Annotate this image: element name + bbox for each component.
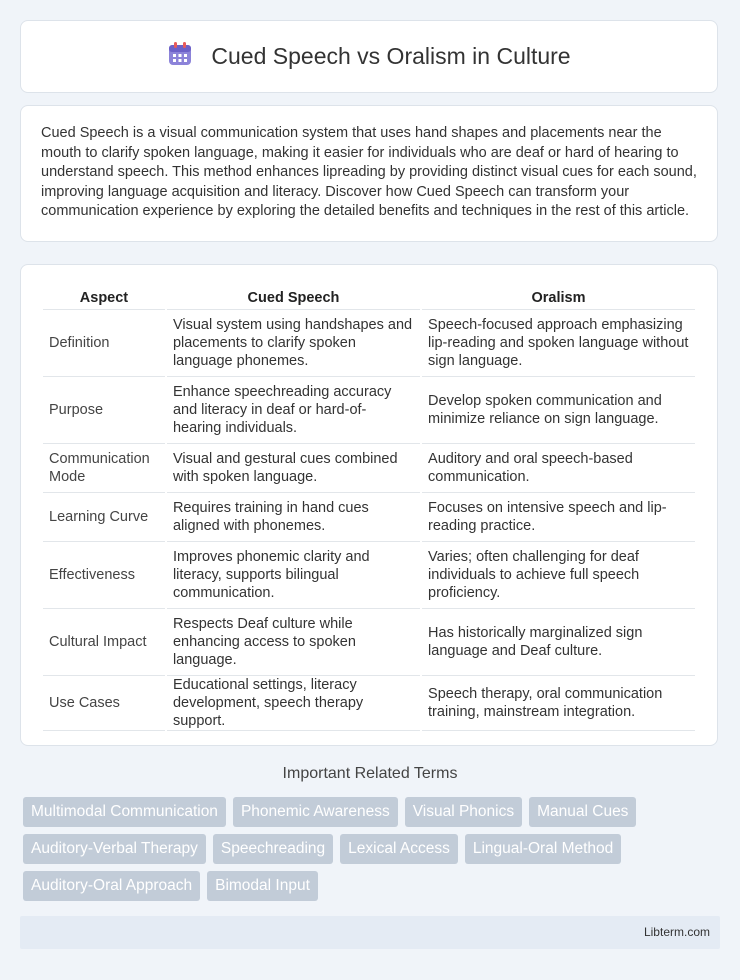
row-cued-speech: Visual system using handshapes and placements to clarify spoken language phonemes. xyxy=(167,310,420,377)
comparison-card xyxy=(20,264,718,746)
row-cued-speech: Educational settings, literacy development, speech therapy support. xyxy=(167,676,420,731)
row-oralism: Speech-focused approach emphasizing lip-reading and spoken language without sign language. xyxy=(422,310,695,377)
row-cued-speech: Visual and gestural cues combined with spoken language. xyxy=(167,444,420,493)
related-term-tag[interactable]: Visual Phonics xyxy=(405,797,522,827)
header-cued-speech: Cued Speech xyxy=(167,285,420,310)
row-oralism: Auditory and oral speech-based communication. xyxy=(422,444,695,493)
related-term-tag[interactable]: Multimodal Communication xyxy=(23,797,226,827)
related-term-tag[interactable]: Lexical Access xyxy=(340,834,458,864)
footer xyxy=(20,916,720,949)
row-aspect: Use Cases xyxy=(43,676,165,731)
header-oralism: Oralism xyxy=(422,285,695,310)
related-term-tag[interactable]: Speechreading xyxy=(213,834,333,864)
row-aspect: Cultural Impact xyxy=(43,609,165,676)
table-row xyxy=(43,493,695,542)
row-cued-speech: Requires training in hand cues aligned with phonemes. xyxy=(167,493,420,542)
calendar-icon xyxy=(167,41,193,72)
table-row xyxy=(43,609,695,676)
related-terms-list xyxy=(23,797,723,901)
header-aspect: Aspect xyxy=(43,285,165,310)
page-title: Cued Speech vs Oralism in Culture xyxy=(211,43,571,69)
related-term-tag[interactable]: Auditory-Oral Approach xyxy=(23,871,200,901)
row-oralism: Develop spoken communication and minimize reliance on sign language. xyxy=(422,377,695,444)
intro-card xyxy=(20,105,718,242)
row-aspect: Effectiveness xyxy=(43,542,165,609)
row-aspect: Purpose xyxy=(43,377,165,444)
row-aspect: Learning Curve xyxy=(43,493,165,542)
header-card xyxy=(20,20,718,93)
row-aspect: Definition xyxy=(43,310,165,377)
table-row xyxy=(43,676,695,731)
table-row xyxy=(43,542,695,609)
related-term-tag[interactable]: Bimodal Input xyxy=(207,871,318,901)
row-cued-speech: Respects Deaf culture while enhancing access to spoken language. xyxy=(167,609,420,676)
row-oralism: Varies; often challenging for deaf individuals to achieve full speech proficiency. xyxy=(422,542,695,609)
row-oralism: Speech therapy, oral communication training, mainstream integration. xyxy=(422,676,695,731)
related-term-tag[interactable]: Lingual-Oral Method xyxy=(465,834,621,864)
row-oralism: Focuses on intensive speech and lip-reading practice. xyxy=(422,493,695,542)
table-row xyxy=(43,310,695,377)
row-cued-speech: Enhance speechreading accuracy and literacy in deaf or hard-of-hearing individuals. xyxy=(167,377,420,444)
row-oralism: Has historically marginalized sign language and Deaf culture. xyxy=(422,609,695,676)
related-term-tag[interactable]: Phonemic Awareness xyxy=(233,797,398,827)
related-term-tag[interactable]: Auditory-Verbal Therapy xyxy=(23,834,206,864)
table-header-row xyxy=(43,285,695,310)
footer-site-link[interactable]: Libterm.com xyxy=(643,925,710,939)
table-row xyxy=(43,444,695,493)
comparison-table xyxy=(41,285,697,731)
row-aspect: Communication Mode xyxy=(43,444,165,493)
row-cued-speech: Improves phonemic clarity and literacy, supports bilingual communication. xyxy=(167,542,420,609)
intro-paragraph: Cued Speech is a visual communication system that uses hand shapes and placements near the mouth to clarify spoken language, making it easier for individuals who are deaf or hard of hearing to understand speech. This method enhances lipreading by providing distinct visual cues for each sound, improving language acquisition and literacy. Discover how Cued Speech can transform your communication experience by exploring the detailed benefits and techniques in the rest of this article. xyxy=(41,125,697,220)
related-terms-title: Important Related Terms xyxy=(282,765,458,782)
table-row xyxy=(43,377,695,444)
related-term-tag[interactable]: Manual Cues xyxy=(529,797,636,827)
